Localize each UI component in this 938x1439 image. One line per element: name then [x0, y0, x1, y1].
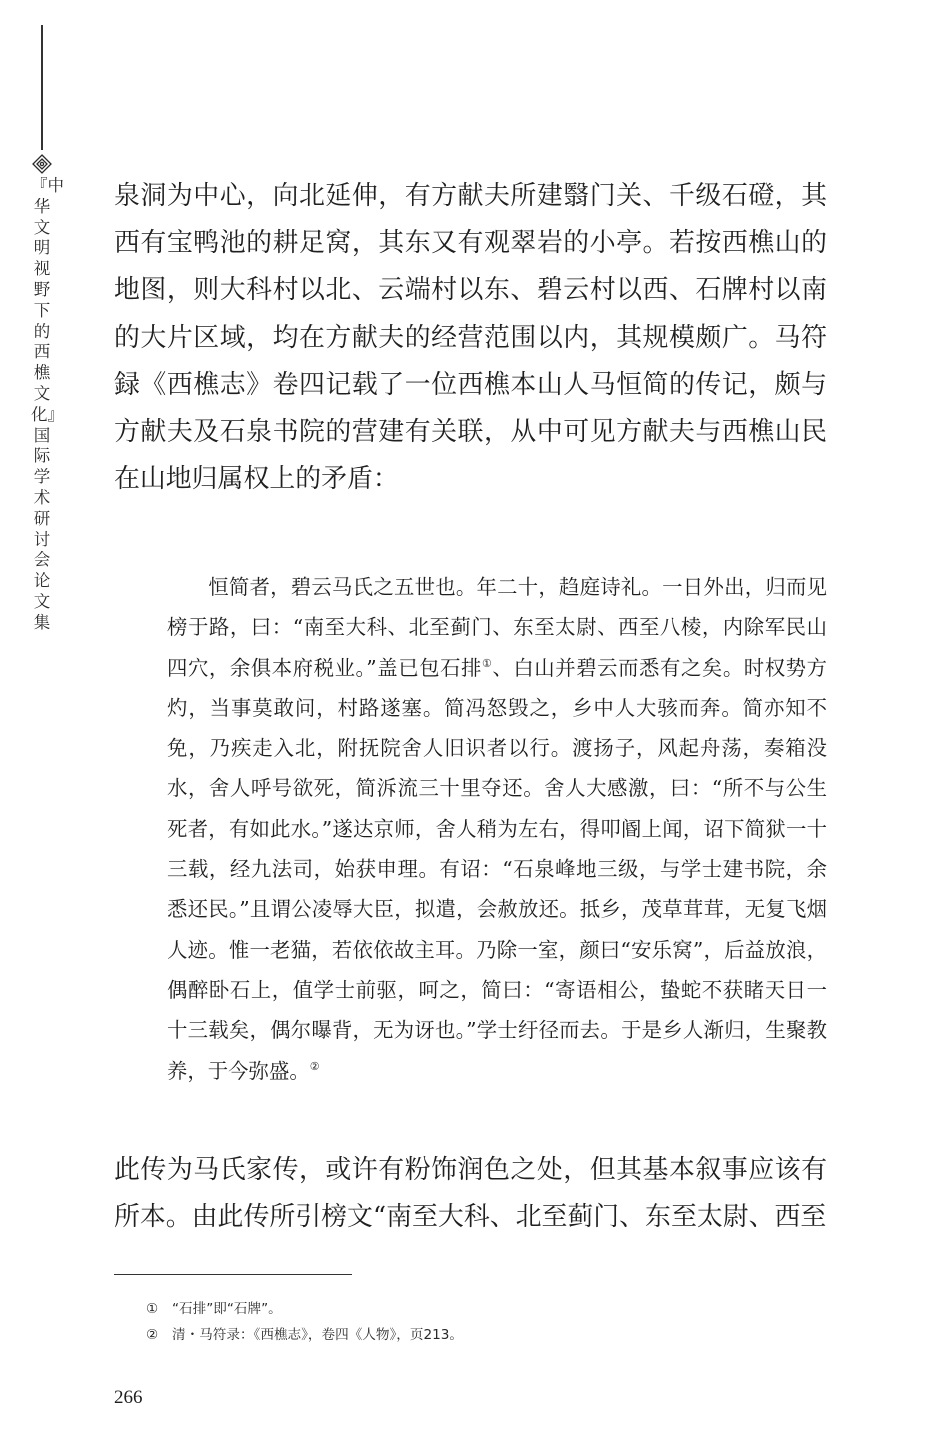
footnote-text: 清・马符录：《西樵志》，卷四《人物》，页213。 — [172, 1327, 464, 1343]
footnote-rule — [114, 1274, 352, 1275]
running-book-title: 『中华文明视野下的西樵文化』国际学术研讨会论文集 — [31, 176, 64, 632]
footnote — [146, 1326, 463, 1344]
block-quote — [167, 567, 827, 1091]
footnote-ref[interactable]: ② — [309, 1059, 320, 1073]
body-paragraph: 此传为马氏家传，或许有粉饰润色之处，但其基本叙事应该有所本。由此传所引榜文“南至大科、北至蓟门、东至太尉、西至 — [114, 1155, 827, 1233]
quote-text: 、白山并碧云而悉有之矣。时权势方灼，当事莫敢问，村路遂塞。简冯怒毁之，乡中人大骇而奔。简亦知不免，乃疾走入北，附抚院舍人旧识者以行。渡扬子，风起舟荡，奏箱没水，舍人呼号欲死，简泝流三十里夺还。舍人大感激，曰：“所不与公生死者，有如此水。”遂达京师，舍人稍为左右，得叩阍上闻，诏下简狱一十三载，经九法司，始获申理。有诏：“石泉峰地三级，与学士建书院，余悉还民。”且谓公凌辱大臣，拟遣，会赦放还。抵乡，茂草茸茸，无复飞烟人迹。惟一老猫，若依依故主耳。乃除一室，颜曰“安乐窝”，后益放浪，偶醉卧石上，值学士前驱，呵之，简曰：“寄语相公，蛰蛇不获睹天日一十三载矣，偶尔曝背，无为讶也。”学士纡径而去。于是乡人渐归，生聚教养，于今弥盛。 — [167, 655, 827, 1083]
footnote-ref[interactable]: ① — [481, 656, 493, 670]
footnote-text: “石排”即“石牌”。 — [172, 1301, 282, 1317]
side-rule — [41, 25, 43, 150]
body-paragraph: 泉洞为中心，向北延伸，有方献夫所建翳门关、千级石磴，其西有宝鸭池的耕足窝，其东又有观翠岩的小亭。若按西樵山的地图，则大科村以北、云端村以东、碧云村以西、石牌村以南的大片区域，均在方献夫的经营范围以内，其规模颇广。马符録《西樵志》卷四记载了一位西樵本山人马恒简的传记，颇与方献夫及石泉书院的营建有关联，从中可见方献夫与西樵山民在山地归属权上的矛盾： — [114, 181, 827, 495]
diamond-ornament-icon — [32, 154, 52, 174]
footnote-mark: ① — [146, 1301, 159, 1317]
quote-text: 恒简者，碧云马氏之五世也。年二十，趋庭诗礼。一日外出，归而见榜于路，曰：“南至大科、北至蓟门、东至太尉、西至八棱，内除军民山四穴，余俱本府税业。”盖已包石排 — [167, 575, 827, 680]
footnote — [146, 1300, 282, 1318]
page-number: 266 — [114, 1387, 143, 1408]
footnote-mark: ② — [146, 1327, 159, 1343]
